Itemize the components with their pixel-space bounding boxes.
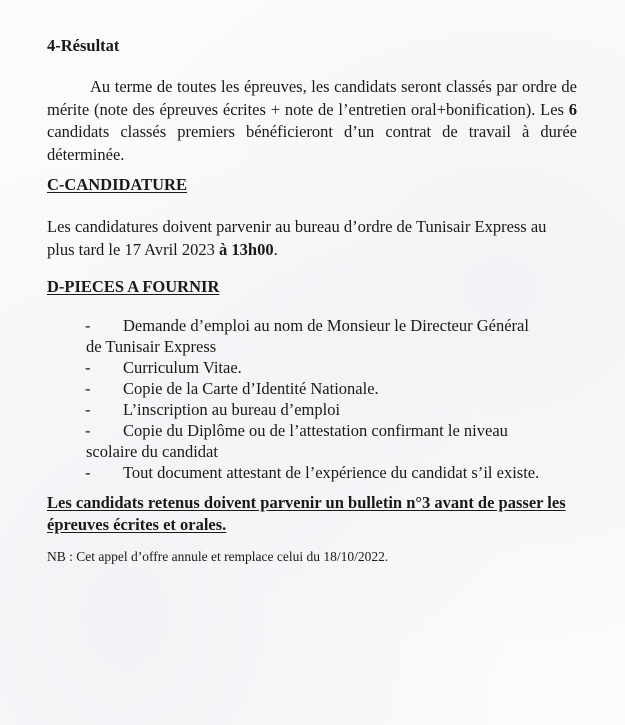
list-item-continuation: de Tunisair Express	[86, 337, 217, 356]
result-count: 6	[568, 99, 577, 119]
list-item-text: Demande d’emploi au nom de Monsieur le Directeur Général	[123, 316, 529, 335]
list-item	[0, 420, 625, 462]
candidature-text-part2: .	[273, 239, 278, 259]
result-paragraph	[47, 76, 577, 166]
nb-note: NB : Cet appel d’offre annule et remplace celui du 18/10/2022.	[47, 549, 389, 564]
list-item	[0, 399, 625, 420]
candidature-text-part1: Les candidatures doivent parvenir au bureau d’ordre de Tunisair Express au plus tard le 17 Avril 2023	[47, 217, 547, 259]
bulletin-notice: Les candidats retenus doivent parvenir un bulletin n°3 avant de passer les épreuves écrites et orales.	[47, 493, 566, 534]
candidature-paragraph	[47, 216, 577, 261]
candidature-heading: C-CANDIDATURE	[47, 175, 187, 194]
list-dash: -	[85, 358, 91, 377]
list-item	[0, 315, 625, 357]
result-text-part1: Au terme de toutes les épreuves, les candidats seront classés par ordre de mérite (note des épreuves écrites + note de l’entretien oral+bonification). Les	[47, 77, 577, 119]
list-dash: -	[85, 379, 91, 398]
list-item-text: Copie du Diplôme ou de l’attestation confirmant le niveau	[123, 421, 508, 440]
pieces-heading: D-PIECES A FOURNIR	[47, 277, 220, 296]
list-item	[0, 378, 625, 399]
list-item-text: Copie de la Carte d’Identité Nationale.	[123, 379, 379, 398]
pieces-list	[0, 315, 625, 483]
list-item	[0, 357, 625, 378]
list-item	[0, 462, 625, 483]
result-heading: 4-Résultat	[47, 36, 120, 55]
list-dash: -	[85, 421, 91, 440]
list-item-continuation: scolaire du candidat	[86, 442, 218, 461]
list-dash: -	[85, 400, 91, 419]
list-item-text: L’inscription au bureau d’emploi	[123, 400, 341, 419]
result-text-part2: candidats classés premiers bénéficieront d’un contrat de travail à durée déterminée.	[47, 122, 577, 164]
list-dash: -	[85, 316, 91, 335]
list-item-text: Curriculum Vitae.	[123, 358, 242, 377]
candidature-deadline-time: à 13h00	[219, 239, 274, 259]
list-item-text: Tout document attestant de l’expérience du candidat s’il existe.	[123, 463, 540, 482]
list-dash: -	[85, 463, 91, 482]
